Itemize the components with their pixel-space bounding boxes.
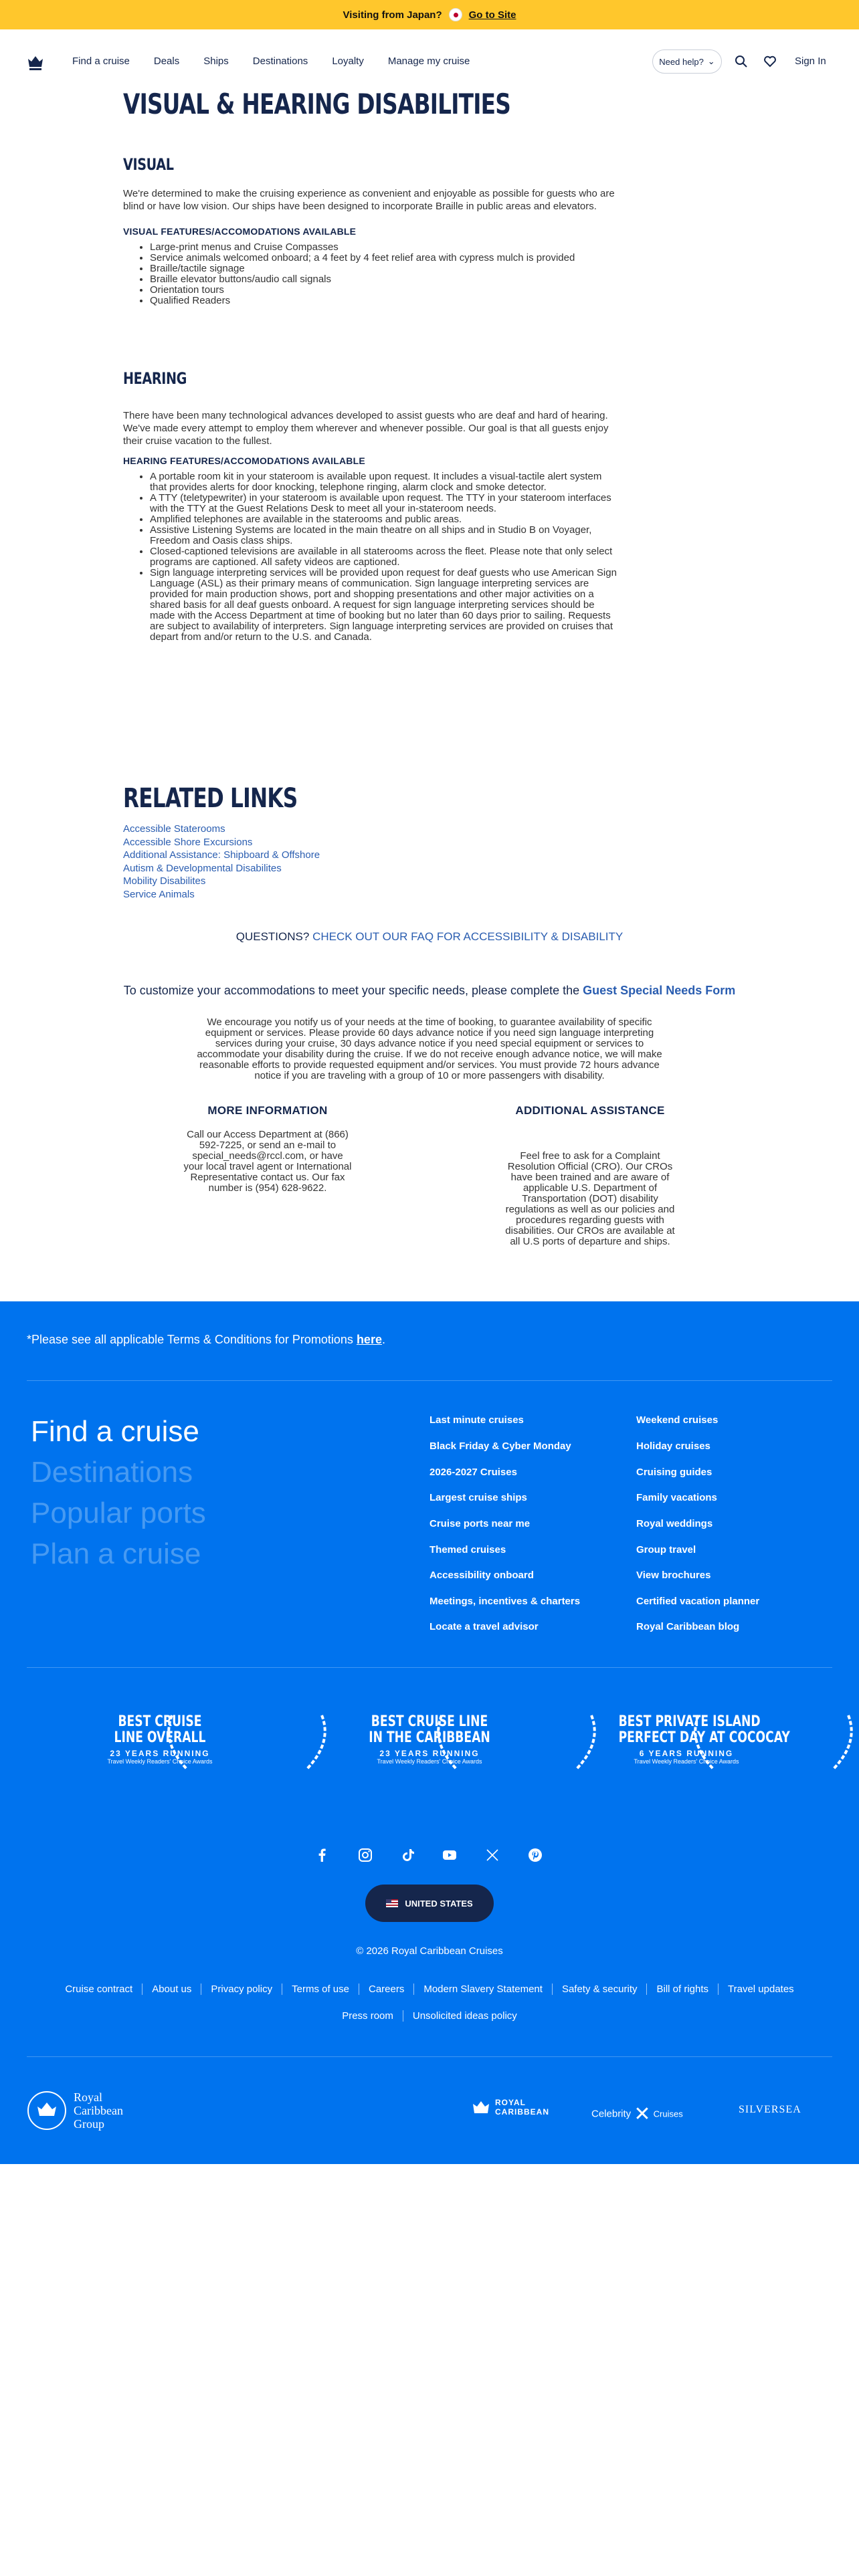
footer-link[interactable]: Group travel bbox=[636, 1544, 696, 1555]
instagram-icon[interactable] bbox=[357, 1847, 373, 1863]
footer-divider bbox=[27, 1380, 832, 1381]
legal-link[interactable]: Terms of use bbox=[282, 1983, 359, 1995]
additional-assistance-text: Feel free to ask for a Complaint Resolution Official (CRO). Our CROs have been trained and are aware of applicable U.S. Department of Transportation (DOT) disability regulations as well as our policies and procedures regarding guests with disabilities. Our CROs are available at all U.S ports of departure and ships. bbox=[505, 1150, 675, 1247]
facebook-icon[interactable] bbox=[314, 1847, 330, 1863]
royal-caribbean-group-wordmark bbox=[74, 2090, 123, 2131]
need-help-label: Need help? bbox=[659, 56, 704, 67]
list-item: • Closed-captioned televisions are available in all staterooms across the fleet. Please note that only select programs are captioned. All safety videos are captioned. bbox=[150, 546, 618, 568]
legal-link[interactable]: Press room bbox=[332, 2010, 403, 2022]
nav-deals[interactable]: Deals bbox=[153, 56, 180, 67]
legal-links-row1 bbox=[0, 1983, 859, 1995]
footer-link[interactable]: Weekend cruises bbox=[636, 1414, 719, 1426]
royal-caribbean-group-logo-icon[interactable] bbox=[27, 2090, 67, 2131]
customize-text: To customize your accommodations to meet your specific needs, please complete the bbox=[123, 984, 580, 997]
footer-link[interactable]: Meetings, incentives & charters bbox=[430, 1596, 581, 1607]
legal-link[interactable]: Cruise contract bbox=[56, 1983, 142, 1995]
more-information-heading: MORE INFORMATION bbox=[207, 1104, 328, 1117]
silversea-brand[interactable]: SILVERSEA bbox=[739, 2104, 801, 2115]
celebrity-cruises-brand[interactable] bbox=[591, 2103, 683, 2126]
related-link-shore-excursions[interactable]: Accessible Shore Excursions bbox=[123, 836, 253, 848]
award-line1: BEST CRUISE bbox=[118, 1713, 202, 1730]
legal-link[interactable]: About us bbox=[142, 1983, 201, 1995]
hearing-intro: There have been many technological advances developed to assist guests who are deaf and hard of hearing. We've made every attempt to employ them wherever and whenever possible. Our goal is that all guests enjoy their cruise vacation to the fullest. bbox=[123, 410, 609, 447]
main-content bbox=[123, 87, 618, 643]
related-link-additional-assistance[interactable]: Additional Assistance: Shipboard & Offshore bbox=[123, 849, 320, 861]
award-source: Travel Weekly Readers' Choice Awards bbox=[107, 1758, 213, 1765]
footer-category-popular-ports[interactable]: Popular ports bbox=[31, 1497, 206, 1529]
footer-link[interactable]: Certified vacation planner bbox=[636, 1596, 760, 1607]
celebrity-x-icon: ✕ bbox=[634, 2103, 651, 2125]
nav-ships[interactable]: Ships bbox=[203, 56, 229, 67]
main-nav bbox=[0, 29, 859, 95]
nav-find-a-cruise[interactable]: Find a cruise bbox=[72, 56, 130, 67]
top-banner bbox=[0, 0, 859, 29]
related-link-accessible-staterooms[interactable]: Accessible Staterooms bbox=[123, 823, 225, 835]
advance-notice-text: We encourage you notify us of your needs at the time of booking, to guarantee availability of specific equipment or services. Please provide 60 days advance notice if you need sign language interpreting services during your cruise, 30 days advance notice if you need special equipment or services to accommodate your disability during the cruise. If we do not receive enough advance notice, we will make reasonable efforts to provide requested equipment and/or services. You must provide 72 hours advance notice if you are traveling with a group of 10 or more passengers with disability. bbox=[197, 1016, 662, 1081]
pinterest-icon[interactable] bbox=[527, 1847, 543, 1863]
footer-link[interactable]: Black Friday & Cyber Monday bbox=[430, 1440, 571, 1452]
hearing-heading: HEARING bbox=[123, 369, 187, 388]
footer-link[interactable]: View brochures bbox=[636, 1570, 711, 1581]
footer-link[interactable]: Largest cruise ships bbox=[430, 1492, 527, 1503]
footer-category-plan-a-cruise[interactable]: Plan a cruise bbox=[31, 1537, 201, 1570]
visual-heading: VISUAL bbox=[123, 155, 174, 174]
country-selector-button[interactable] bbox=[365, 1885, 494, 1922]
x-icon[interactable] bbox=[484, 1847, 500, 1863]
additional-assistance-heading: ADDITIONAL ASSISTANCE bbox=[515, 1104, 665, 1117]
go-to-site-link[interactable]: Go to Site bbox=[468, 9, 516, 21]
hearing-features-heading: HEARING FEATURES/ACCOMODATIONS AVAILABLE bbox=[123, 455, 365, 466]
related-links-heading: RELATED LINKS bbox=[123, 783, 298, 814]
award-best-private-island bbox=[599, 1709, 790, 1776]
award-line2: LINE OVERALL bbox=[114, 1729, 206, 1746]
brand-word: CARIBBEAN bbox=[495, 2107, 549, 2117]
visual-intro: We're determined to make the cruising experience as convenient and enjoyable as possible for guests who are blind or have low vision. Our ships have been designed to incorporate Braille in public areas and elevators. bbox=[123, 188, 615, 212]
list-item: • Large-print menus and Cruise Compasses bbox=[150, 242, 618, 253]
nav-loyalty[interactable]: Loyalty bbox=[332, 56, 364, 67]
royal-caribbean-brand-icon[interactable] bbox=[470, 2097, 492, 2119]
visual-features-list bbox=[123, 242, 618, 306]
nav-links bbox=[72, 56, 494, 67]
footer-link[interactable]: Cruising guides bbox=[636, 1467, 712, 1478]
footer-link[interactable]: Locate a travel advisor bbox=[430, 1621, 539, 1632]
award-best-cruise-line-overall bbox=[73, 1709, 247, 1776]
need-help-button[interactable] bbox=[652, 49, 722, 74]
related-links-section bbox=[123, 781, 591, 901]
footer-divider bbox=[27, 1667, 832, 1668]
list-item: • Assistive Listening Systems are located in the main theatre on all ships and in Studio B on Voyager, Freedom and Oasis class ships. bbox=[150, 525, 618, 546]
brand-word: Celebrity bbox=[591, 2108, 632, 2120]
list-item: • Service animals welcomed onboard; a 4 feet by 4 feet relief area with cypress mulch is provided bbox=[150, 253, 618, 263]
terms-here-link[interactable]: here bbox=[356, 1333, 382, 1346]
page-title: VISUAL & HEARING DISABILITIES bbox=[123, 88, 511, 120]
faq-link[interactable]: CHECK OUT OUR FAQ FOR ACCESSIBILITY & DISABILITY bbox=[312, 930, 624, 943]
legal-link[interactable]: Modern Slavery Statement bbox=[414, 1983, 553, 1995]
award-line2: PERFECT DAY AT COCOCAY bbox=[618, 1729, 790, 1746]
footer-link[interactable]: Family vacations bbox=[636, 1492, 717, 1503]
nav-destinations[interactable]: Destinations bbox=[252, 56, 308, 67]
related-link-autism[interactable]: Autism & Developmental Disabilites bbox=[123, 862, 282, 874]
footer-link[interactable]: Cruise ports near me bbox=[430, 1518, 531, 1529]
group-word: Royal bbox=[74, 2090, 102, 2104]
award-years: 6 YEARS RUNNING bbox=[639, 1749, 734, 1758]
award-best-cruise-line-caribbean bbox=[343, 1709, 516, 1776]
award-source: Travel Weekly Readers' Choice Awards bbox=[377, 1758, 482, 1765]
award-line2: IN THE CARIBBEAN bbox=[369, 1729, 490, 1746]
list-item: • Sign language interpreting services will be provided upon request for deaf guests who use American Sign Language (ASL) as their primary means of communication. Sign language interpreting services are provided for main production shows, port and shopping presentations and other major activities on a shared basis for all deaf guests onboard. A request for sign language interpreting services should be made with the Access Department at time of booking but no later than 60 days prior to sailing. Requests are subject to availability of interpreters. Sign language interpreting services are provided on cruises that depart from and/or return to the U.S. and Canada. bbox=[150, 568, 618, 643]
youtube-icon[interactable] bbox=[442, 1847, 458, 1863]
brand-word: Cruises bbox=[653, 2109, 683, 2119]
award-years: 23 YEARS RUNNING bbox=[379, 1749, 480, 1758]
guest-special-needs-form-link[interactable]: Guest Special Needs Form bbox=[583, 984, 736, 997]
related-link-mobility[interactable]: Mobility Disabilites bbox=[123, 875, 206, 887]
list-item: • Braille/tactile signage bbox=[150, 263, 618, 274]
hearing-features-list bbox=[123, 471, 618, 643]
japan-flag-icon bbox=[449, 8, 462, 21]
nav-manage-my-cruise[interactable]: Manage my cruise bbox=[387, 56, 470, 67]
legal-link[interactable]: Bill of rights bbox=[647, 1983, 719, 1995]
group-word: Caribbean bbox=[74, 2104, 123, 2117]
royal-caribbean-brand-wordmark bbox=[495, 2098, 549, 2117]
legal-link[interactable]: Careers bbox=[359, 1983, 414, 1995]
legal-links-row2 bbox=[0, 2010, 859, 2022]
more-information-text: Call our Access Department at (866) 592-7225, or send an e-mail to special_needs@rccl.com, or have your local travel agent or International Representative contact us. Our fax number is (954) 628-9622. bbox=[183, 1129, 352, 1194]
footer-link[interactable]: Holiday cruises bbox=[636, 1440, 710, 1452]
footer-link[interactable]: 2026-2027 Cruises bbox=[430, 1467, 517, 1478]
footer-link[interactable]: Accessibility onboard bbox=[430, 1570, 534, 1581]
list-item: • A TTY (teletypewriter) in your stateroom is available upon request. The TTY in your stateroom interfaces with the TTY at the Guest Relations Desk to meet all your in-stateroom needs. bbox=[150, 493, 618, 514]
questions-line bbox=[0, 930, 859, 944]
legal-link[interactable]: Privacy policy bbox=[201, 1983, 282, 1995]
footer-divider bbox=[27, 2056, 832, 2057]
list-item: • Qualified Readers bbox=[150, 296, 618, 306]
award-line1: BEST PRIVATE ISLAND bbox=[618, 1713, 761, 1730]
footer-category-find-a-cruise[interactable]: Find a cruise bbox=[31, 1415, 199, 1448]
footer-link[interactable]: Royal Caribbean blog bbox=[636, 1621, 740, 1632]
footer-category-destinations[interactable]: Destinations bbox=[31, 1456, 193, 1489]
related-links-list bbox=[123, 823, 591, 901]
tiktok-icon[interactable] bbox=[400, 1847, 416, 1863]
list-item: • Amplified telephones are available in the staterooms and public areas. bbox=[150, 514, 618, 525]
legal-link[interactable]: Safety & security bbox=[553, 1983, 648, 1995]
questions-label: QUESTIONS? bbox=[235, 930, 310, 943]
related-link-service-animals[interactable]: Service Animals bbox=[123, 888, 195, 900]
visual-features-heading: VISUAL FEATURES/ACCOMODATIONS AVAILABLE bbox=[123, 226, 357, 237]
footer-link[interactable]: Royal weddings bbox=[636, 1518, 713, 1529]
banner-text: Visiting from Japan? bbox=[343, 9, 442, 21]
footer-link[interactable]: Last minute cruises bbox=[430, 1414, 524, 1426]
sign-in-link[interactable]: Sign In bbox=[795, 56, 826, 67]
heart-icon[interactable] bbox=[763, 54, 777, 69]
country-label: UNITED STATES bbox=[405, 1898, 473, 1909]
list-item: • Orientation tours bbox=[150, 285, 618, 296]
list-item: • Braille elevator buttons/audio call signals bbox=[150, 274, 618, 285]
search-icon[interactable] bbox=[734, 54, 749, 69]
footer-link[interactable]: Themed cruises bbox=[430, 1544, 506, 1555]
brand-word: ROYAL bbox=[495, 2098, 526, 2107]
legal-link[interactable]: Travel updates bbox=[728, 1983, 794, 1995]
royal-caribbean-crown-icon[interactable] bbox=[25, 52, 45, 72]
more-information-column bbox=[182, 1105, 353, 1194]
award-years: 23 YEARS RUNNING bbox=[110, 1749, 210, 1758]
award-source: Travel Weekly Readers' Choice Awards bbox=[634, 1758, 739, 1765]
customize-line bbox=[0, 984, 859, 998]
list-item: • A portable room kit in your stateroom is available upon request. It includes a visual-tactile alert system that provides alerts for door knocking, telephone ringing, alarm clock and smoke detector. bbox=[150, 471, 618, 493]
copyright-text: © 2026 Royal Caribbean Cruises bbox=[356, 1945, 503, 1957]
chevron-down-icon: ⌄ bbox=[707, 56, 715, 66]
award-line1: BEST CRUISE LINE bbox=[371, 1713, 488, 1730]
us-flag-icon bbox=[386, 1899, 398, 1907]
legal-link[interactable]: Unsolicited ideas policy bbox=[412, 2010, 517, 2022]
terms-note: *Please see all applicable Terms & Conditions for Promotions here. bbox=[27, 1333, 385, 1346]
group-word: Group bbox=[74, 2117, 104, 2131]
additional-assistance-column bbox=[504, 1105, 676, 1247]
terms-text: *Please see all applicable Terms & Conditions for Promotions bbox=[27, 1333, 353, 1346]
